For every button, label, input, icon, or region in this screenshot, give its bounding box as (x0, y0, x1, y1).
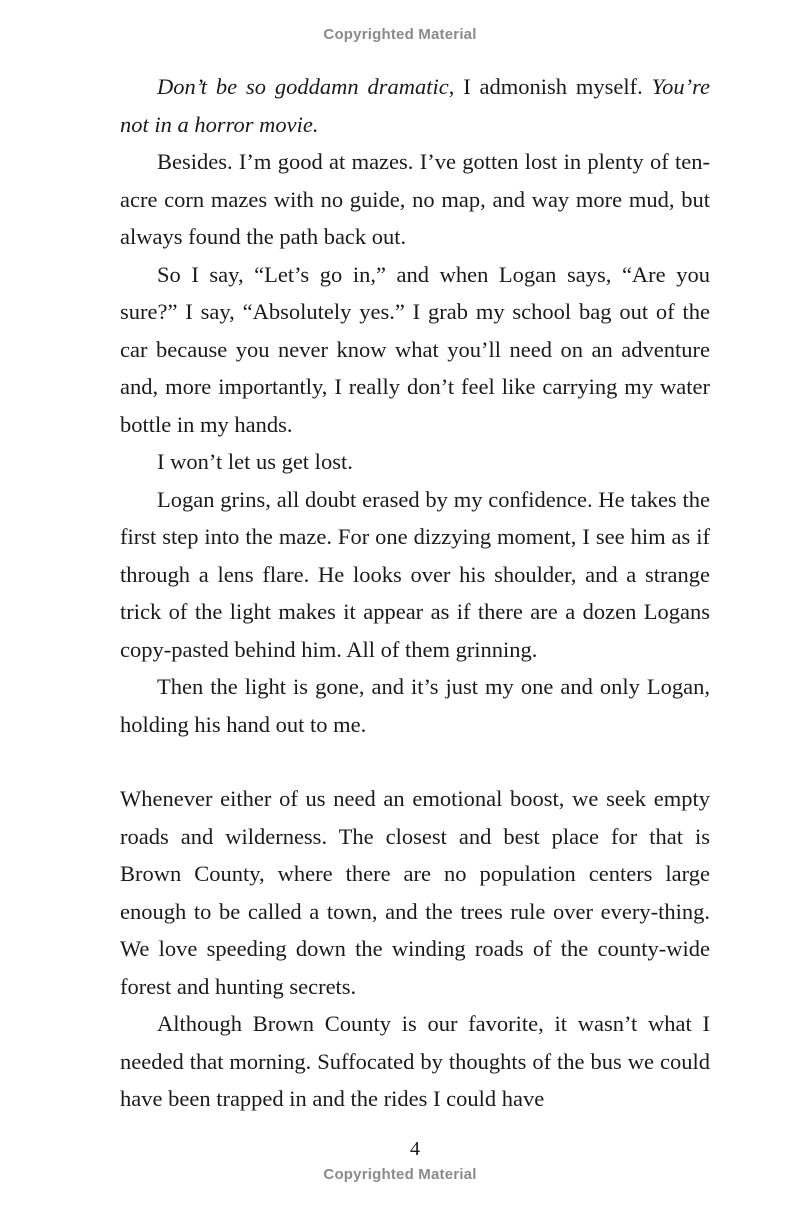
text-section-2 (120, 780, 710, 1118)
page-number: 4 (410, 1138, 420, 1160)
copyright-watermark-bottom: Copyrighted Material (323, 1166, 477, 1183)
copyright-watermark-top: Copyrighted Material (323, 26, 477, 43)
italic-thought-2: You’re not in a horror movie. (120, 74, 711, 137)
paragraph-2: Besides. I’m good at mazes. I’ve gotten lost in plenty of ten-acre corn mazes with no guide, no map, and way more mud, but always found the path back out. (120, 149, 710, 249)
paragraph-6: Then the light is gone, and it’s just my one and only Logan, holding his hand out to me. (120, 674, 710, 737)
paragraph-1 (120, 68, 710, 143)
paragraph-7: Whenever either of us need an emotional boost, we seek empty roads and wilderness. The closest and best place for that is Brown County, where there are no population centers large enough to be called a town, and the trees rule over every-thing. We love speeding down the winding roads of the county-wide forest and hunting secrets. (120, 786, 710, 999)
paragraph-4: I won’t let us get lost. (157, 449, 353, 474)
paragraph-5: Logan grins, all doubt erased by my confidence. He takes the first step into the maze. For one dizzying moment, I see him as if through a lens flare. He looks over his shoulder, and a strange trick of the light makes it appear as if there are a dozen Logans copy-pasted behind him. All of them grinning. (120, 486, 710, 662)
paragraph-3: So I say, “Let’s go in,” and when Logan says, “Are you sure?” I say, “Absolutely yes.” I grab my school bag out of the car because you never know what you’ll need on an adventure and, more importantly, I really don’t feel like carrying my water bottle in my hands. (120, 261, 710, 437)
italic-thought-1: Don’t be so goddamn dramatic (157, 74, 449, 99)
paragraph-8: Although Brown County is our favorite, it wasn’t what I needed that morning. Suffocated by thoughts of the bus we could have been trapped in and the rides I could have (120, 1011, 710, 1111)
text-section-1 (120, 68, 710, 743)
narration-text: , I admonish myself. (448, 74, 643, 99)
